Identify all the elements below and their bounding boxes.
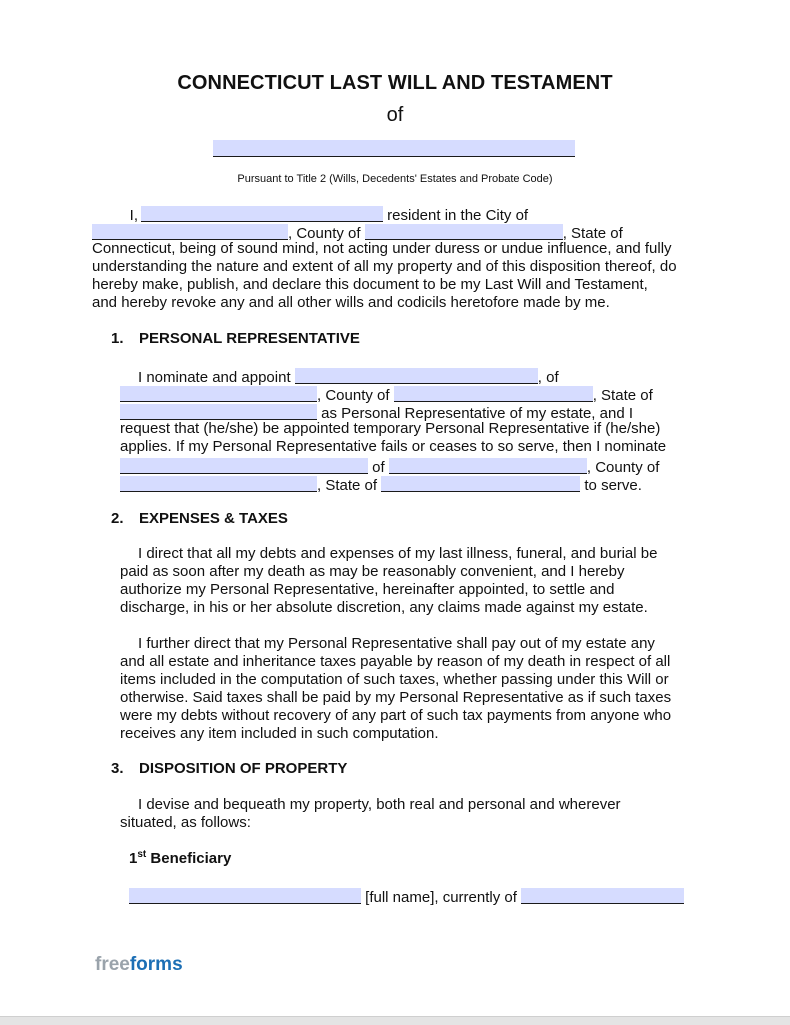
- beneficiary-heading: 1st Beneficiary: [129, 849, 232, 867]
- as-pr-label: as Personal Representative of my estate, and I: [321, 405, 634, 422]
- intro-county-label: , County of: [288, 225, 361, 242]
- section2-paragraph-1: I direct that all my debts and expenses of my last illness, funeral, and burial be paid as soon after my death as may be reasonably convenient, and I hereby authorize my Personal Representative, hereinafter appointed, to settle and discharge, in his or her absolute discretion, any claims made against my estate.: [120, 545, 658, 616]
- section2-heading: 2. EXPENSES & TAXES: [111, 510, 288, 527]
- alt-pr-county-field[interactable]: [120, 476, 317, 492]
- section1-paragraph: [120, 366, 666, 492]
- of-label: of: [386, 104, 404, 126]
- alt-state-label: , State of: [317, 477, 378, 494]
- beneficiary-line: [129, 886, 684, 904]
- intro-line-3: Connecticut, being of sound mind, not acting under duress or undue influence, and fully: [92, 240, 672, 257]
- pursuant-text: Pursuant to Title 2 (Wills, Decedents' Estates and Probate Code): [237, 173, 553, 185]
- intro-line-6: and hereby revoke any and all other wills and codicils heretofore made by me.: [92, 294, 610, 311]
- alt-pr-state-field[interactable]: [381, 476, 580, 492]
- alt-pr-city-field[interactable]: [389, 458, 587, 474]
- document-title: CONNECTICUT LAST WILL AND TESTAMENT: [177, 72, 613, 94]
- city-field[interactable]: [92, 224, 288, 240]
- county-field[interactable]: [365, 224, 563, 240]
- pr-state-field[interactable]: [120, 404, 317, 420]
- section1-heading: 1. PERSONAL REPRESENTATIVE: [111, 330, 360, 347]
- intro-i-label: I,: [129, 207, 138, 224]
- section3-paragraph: I devise and bequeath my property, both real and personal and wherever situated, as follows:: [120, 796, 621, 831]
- nominate-label: I nominate and appoint: [138, 369, 291, 386]
- beneficiary-address-field[interactable]: [521, 888, 684, 904]
- alt-of-label: of: [372, 459, 385, 476]
- intro-paragraph: [92, 204, 677, 312]
- section1-line-4: request that (he/she) be appointed temporary Personal Representative if (he/she): [120, 420, 661, 437]
- full-name-label: [full name], currently of: [365, 889, 517, 906]
- pr-of-label: , of: [537, 369, 559, 386]
- to-serve-label: to serve.: [584, 477, 642, 494]
- alt-pr-name-field[interactable]: [120, 458, 368, 474]
- pr-city-field[interactable]: [120, 386, 317, 402]
- intro-resident-label: resident in the City of: [387, 207, 529, 224]
- testator-full-name-field[interactable]: [141, 206, 383, 222]
- intro-state-label: , State of: [562, 225, 623, 242]
- pr-county-label: , County of: [317, 387, 390, 404]
- beneficiary-name-field[interactable]: [129, 888, 361, 904]
- intro-line-4: understanding the nature and extent of all my property and of this disposition thereof, do: [92, 258, 677, 275]
- alt-county-label: , County of: [586, 459, 660, 476]
- section3-heading: 3. DISPOSITION OF PROPERTY: [111, 760, 348, 777]
- section1-line-5: applies. If my Personal Representative fails or ceases to so serve, then I nominate: [120, 438, 667, 455]
- intro-line-5: hereby make, publish, and declare this document to be my Last Will and Testament,: [92, 276, 648, 293]
- pr-name-field[interactable]: [295, 368, 538, 384]
- freeforms-logo: freeforms: [95, 954, 183, 975]
- pr-county-field[interactable]: [394, 386, 593, 402]
- pr-state-label: , State of: [592, 387, 653, 404]
- testator-name-field[interactable]: [213, 140, 575, 157]
- section2-paragraph-2: I further direct that my Personal Representative shall pay out of my estate any and all estate and inheritance taxes payable by reason of my death in respect of all items included in the computation of such taxes, whether passing under this Will or otherwise. Said taxes shall be paid by my Personal Representative as if such taxes were my debts without recovery of any part of such tax payments from anyone who receives any item included in such computation.: [120, 635, 672, 742]
